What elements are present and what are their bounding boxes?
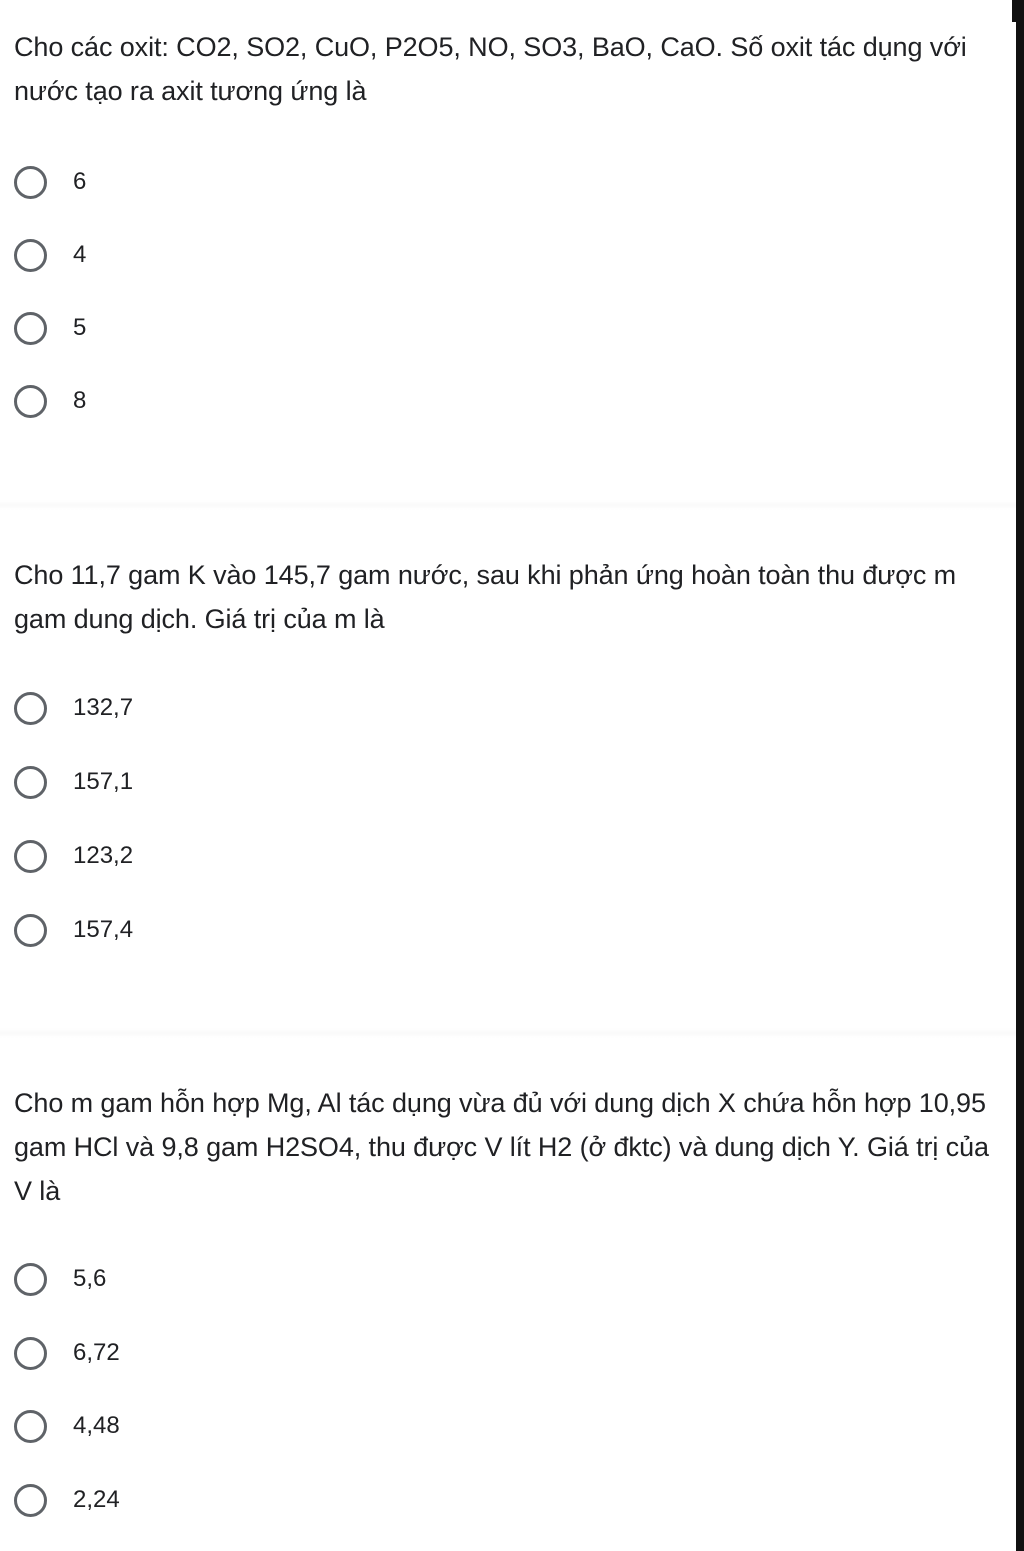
option-q3-c[interactable] — [14, 1406, 120, 1446]
option-label: 8 — [73, 387, 87, 414]
radio-button[interactable] — [14, 1263, 47, 1296]
question-3-text: Cho m gam hỗn hợp Mg, Al tác dụng vừa đủ với dung dịch X chứa hỗn hợp 10,95 gam HCl và 9,8 gam H2SO4, thu được V lít H2 (ở đktc) và dung dịch Y. Giá trị của V là — [14, 1088, 989, 1206]
radio-button[interactable] — [14, 1410, 47, 1443]
option-q3-d[interactable] — [14, 1480, 120, 1520]
option-label: 4 — [73, 241, 87, 268]
option-q1-c[interactable] — [14, 308, 86, 348]
option-q2-c[interactable] — [14, 836, 133, 876]
option-q3-b[interactable] — [14, 1333, 120, 1373]
option-q3-a[interactable] — [14, 1259, 106, 1299]
screen-edge — [1016, 0, 1024, 1551]
option-label: 4,48 — [73, 1412, 120, 1439]
radio-button[interactable] — [14, 385, 47, 418]
option-q1-a[interactable] — [14, 162, 86, 202]
option-label: 123,2 — [73, 842, 134, 869]
radio-button[interactable] — [14, 166, 47, 199]
section-divider — [0, 500, 1016, 510]
option-label: 2,24 — [73, 1486, 120, 1513]
radio-button[interactable] — [14, 1484, 47, 1517]
option-q2-d[interactable] — [14, 910, 133, 950]
option-label: 157,1 — [73, 768, 134, 795]
option-label: 6 — [73, 168, 87, 195]
option-label: 5,6 — [73, 1265, 107, 1292]
radio-button[interactable] — [14, 840, 47, 873]
section-divider — [0, 1028, 1016, 1038]
radio-button[interactable] — [14, 766, 47, 799]
option-q2-b[interactable] — [14, 762, 133, 802]
option-label: 157,4 — [73, 916, 134, 943]
radio-button[interactable] — [14, 914, 47, 947]
option-label: 132,7 — [73, 694, 134, 721]
option-label: 6,72 — [73, 1339, 120, 1366]
question-2-text: Cho 11,7 gam K vào 145,7 gam nước, sau khi phản ứng hoàn toàn thu được m gam dung dịch. Giá trị của m là — [14, 560, 957, 634]
screen-edge-notch — [1012, 0, 1024, 22]
option-q2-a[interactable] — [14, 688, 133, 728]
option-q1-b[interactable] — [14, 235, 86, 275]
radio-button[interactable] — [14, 692, 47, 725]
question-1-text: Cho các oxit: CO2, SO2, CuO, P2O5, NO, SO3, BaO, CaO. Số oxit tác dụng với nước tạo ra axit tương ứng là — [14, 32, 967, 106]
option-label: 5 — [73, 314, 87, 341]
radio-button[interactable] — [14, 1337, 47, 1370]
option-q1-d[interactable] — [14, 381, 86, 421]
radio-button[interactable] — [14, 239, 47, 272]
radio-button[interactable] — [14, 312, 47, 345]
